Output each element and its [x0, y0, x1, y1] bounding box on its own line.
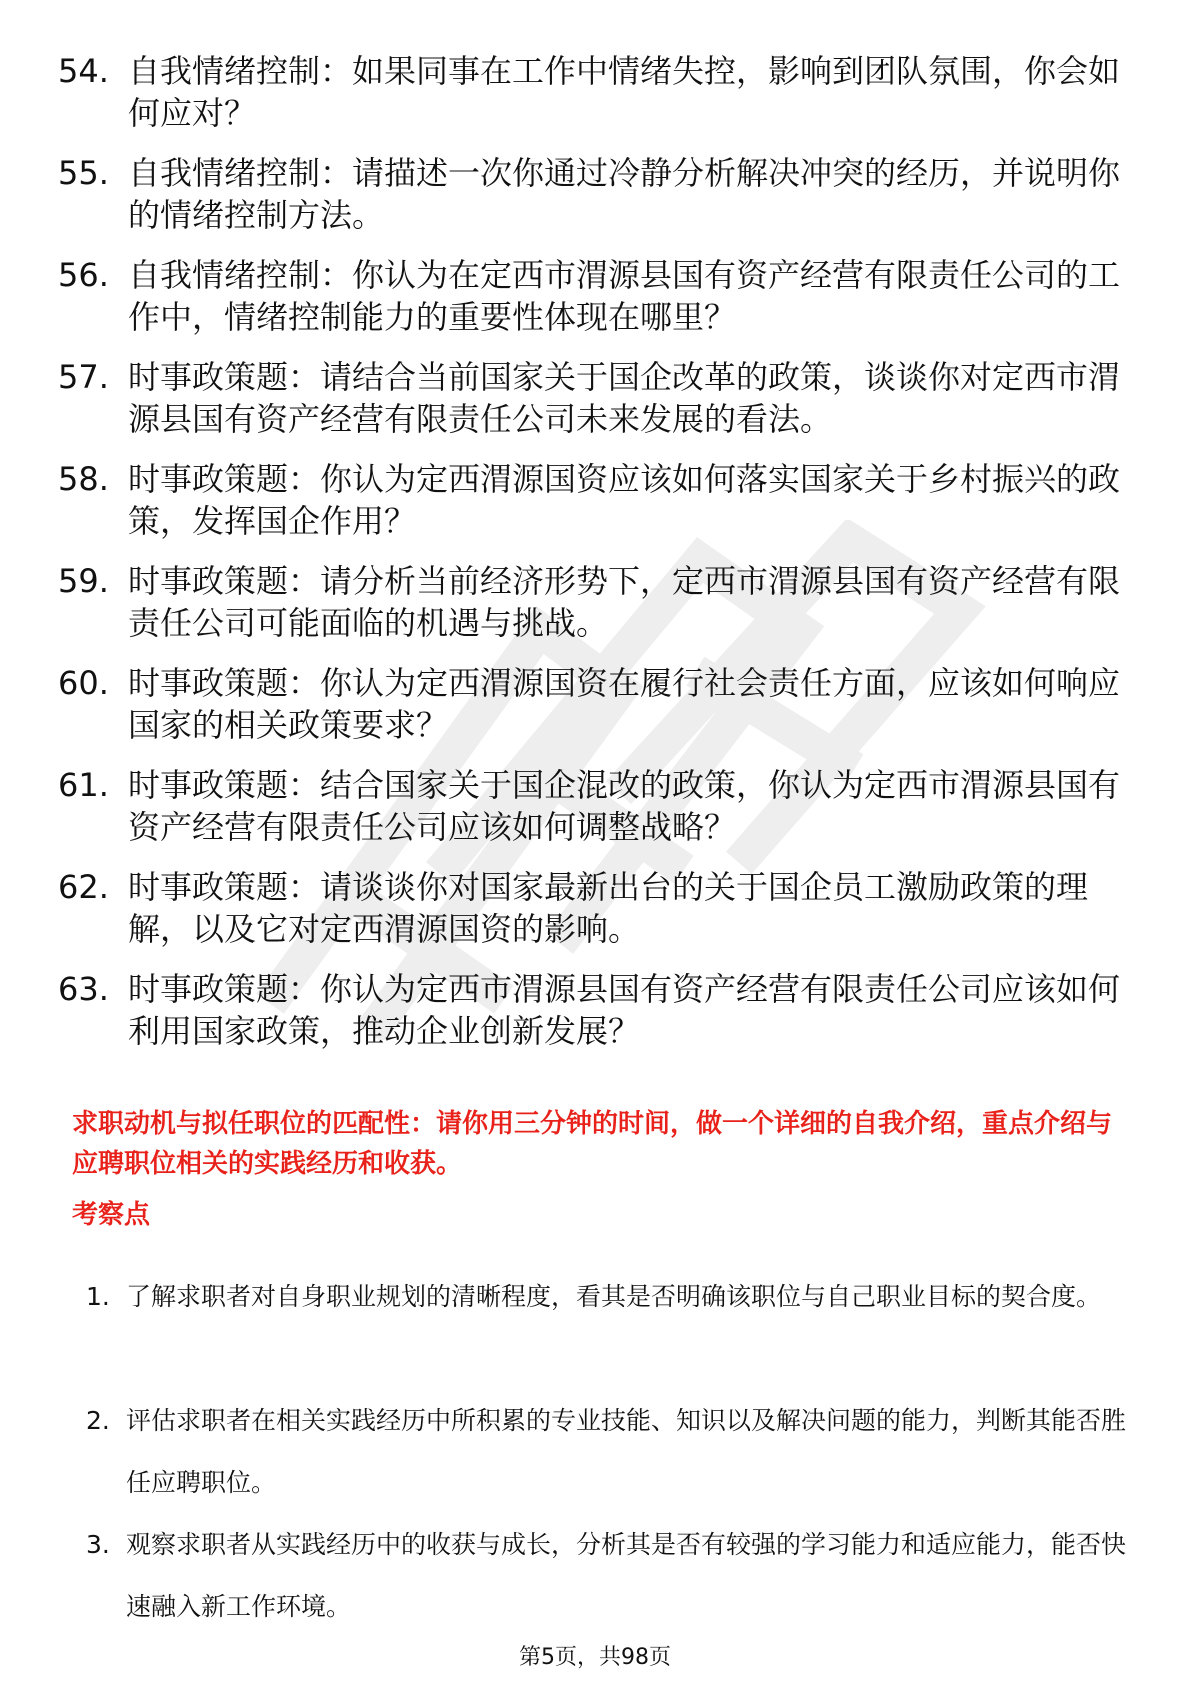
evaluation-point [86, 1390, 1126, 1514]
question-text: 自我情绪控制：你认为在定西市渭源县国有资产经营有限责任公司的工作中，情绪控制能力的重要性体现在哪里？ [128, 256, 1121, 336]
question-text: 自我情绪控制：请描述一次你通过冷静分析解决冲突的经历，并说明你的情绪控制方法。 [128, 154, 1121, 234]
question-item [58, 254, 1120, 338]
point-number: 3. [86, 1530, 110, 1559]
question-item [58, 866, 1120, 950]
question-item [58, 50, 1120, 134]
evaluation-point [86, 1514, 1126, 1638]
question-item [58, 458, 1120, 542]
question-text: 自我情绪控制：如果同事在工作中情绪失控，影响到团队氛围，你会如何应对？ [128, 52, 1121, 132]
question-text: 时事政策题：结合国家关于国企混改的政策，你认为定西市渭源县国有资产经营有限责任公司应该如何调整战略？ [128, 766, 1121, 846]
question-text: 时事政策题：你认为定西渭源国资在履行社会责任方面，应该如何响应国家的相关政策要求？ [128, 664, 1121, 744]
question-number: 63. [58, 970, 109, 1008]
point-number: 2. [86, 1406, 110, 1435]
point-text: 评估求职者在相关实践经历中所积累的专业技能、知识以及解决问题的能力，判断其能否胜任应聘职位。 [126, 1406, 1127, 1497]
question-number: 62. [58, 868, 109, 906]
point-text: 观察求职者从实践经历中的收获与成长，分析其是否有较强的学习能力和适应能力，能否快速融入新工作环境。 [126, 1530, 1127, 1621]
question-text: 时事政策题：请分析当前经济形势下，定西市渭源县国有资产经营有限责任公司可能面临的机遇与挑战。 [128, 562, 1121, 642]
question-number: 59. [58, 562, 109, 600]
question-number: 56. [58, 256, 109, 294]
point-number: 1. [86, 1282, 110, 1311]
question-number: 57. [58, 358, 109, 396]
question-item [58, 152, 1120, 236]
evaluation-point [86, 1266, 1126, 1390]
question-number: 60. [58, 664, 109, 702]
question-text: 时事政策题：你认为定西市渭源县国有资产经营有限责任公司应该如何利用国家政策，推动企业创新发展？ [128, 970, 1121, 1050]
points-title: 考察点 [72, 1200, 151, 1230]
question-item [58, 356, 1120, 440]
question-number: 54. [58, 52, 109, 90]
question-list [58, 50, 1120, 1070]
question-item [58, 662, 1120, 746]
page-footer: 第5页，共98页 [519, 1645, 671, 1670]
point-text: 了解求职者对自身职业规划的清晰程度，看其是否明确该职位与自己职业目标的契合度。 [126, 1282, 1102, 1311]
question-number: 61. [58, 766, 109, 804]
question-item [58, 764, 1120, 848]
section-heading: 求职动机与拟任职位的匹配性：请你用三分钟的时间，做一个详细的自我介绍，重点介绍与应聘职位相关的实践经历和收获。 [72, 1109, 1113, 1179]
question-text: 时事政策题：请结合当前国家关于国企改革的政策，谈谈你对定西市渭源县国有资产经营有限责任公司未来发展的看法。 [128, 358, 1121, 438]
question-item [58, 560, 1120, 644]
question-item [58, 968, 1120, 1052]
question-number: 55. [58, 154, 109, 192]
question-text: 时事政策题：你认为定西渭源国资应该如何落实国家关于乡村振兴的政策，发挥国企作用？ [128, 460, 1121, 540]
question-text: 时事政策题：请谈谈你对国家最新出台的关于国企员工激励政策的理解，以及它对定西渭源国资的影响。 [128, 868, 1089, 948]
evaluation-points-list [86, 1266, 1126, 1638]
question-number: 58. [58, 460, 109, 498]
